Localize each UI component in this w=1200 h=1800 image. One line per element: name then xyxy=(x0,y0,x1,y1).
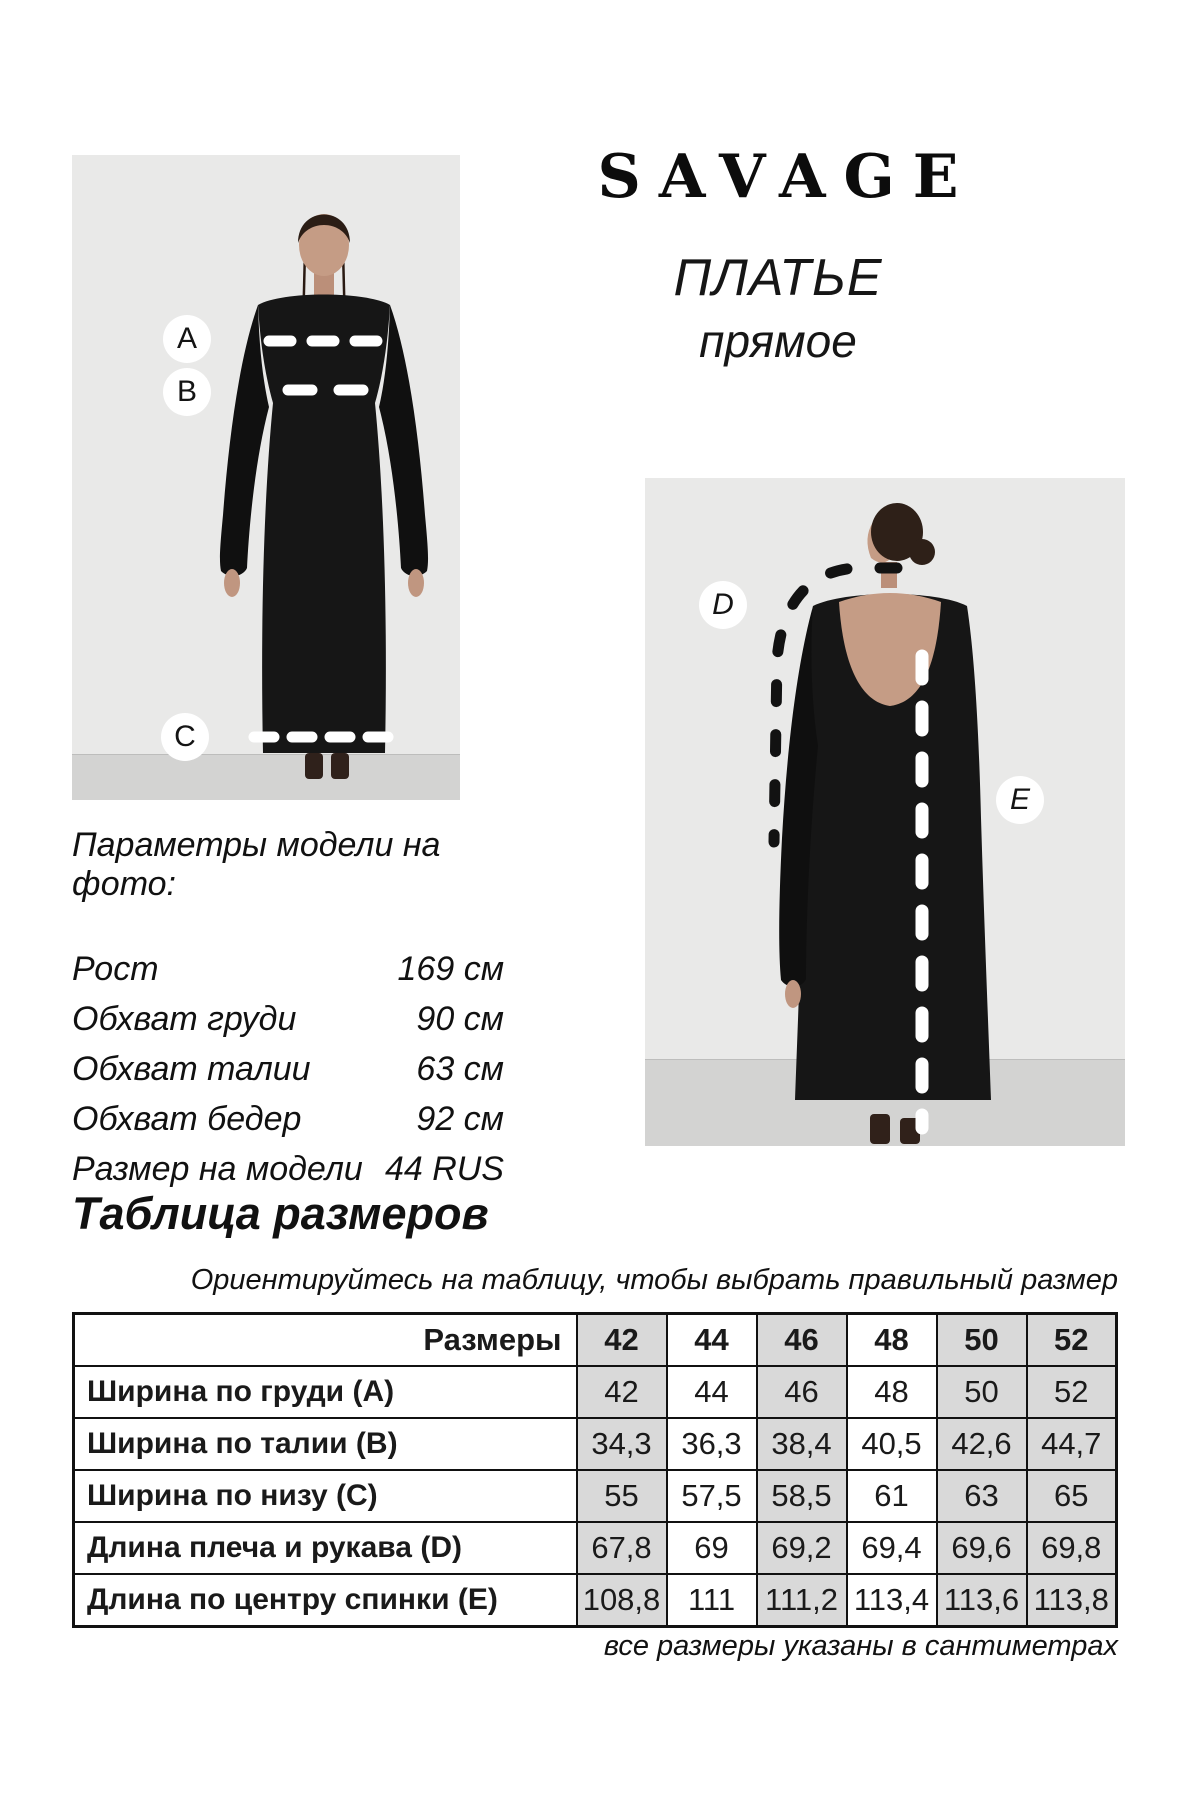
table-row xyxy=(74,1470,1117,1522)
row-label: Ширина по груди (A) xyxy=(74,1366,577,1418)
table-row xyxy=(74,1418,1117,1470)
param-row xyxy=(72,1100,504,1139)
size-column-header: 52 xyxy=(1027,1314,1117,1367)
marker-e xyxy=(996,776,1044,824)
param-row xyxy=(72,1000,504,1039)
marker-d-letter: D xyxy=(712,588,734,621)
size-column-header: 50 xyxy=(937,1314,1027,1367)
param-label: Обхват бедер xyxy=(72,1100,302,1138)
row-label: Длина по центру спинки (E) xyxy=(74,1574,577,1627)
row-label: Длина плеча и рукава (D) xyxy=(74,1522,577,1574)
front-model-illustration xyxy=(72,155,460,800)
cell: 42,6 xyxy=(937,1418,1027,1470)
cell: 34,3 xyxy=(577,1418,667,1470)
cell: 50 xyxy=(937,1366,1027,1418)
marker-e-letter: E xyxy=(1009,783,1030,816)
cell: 44,7 xyxy=(1027,1418,1117,1470)
cell: 52 xyxy=(1027,1366,1117,1418)
cell: 113,8 xyxy=(1027,1574,1117,1627)
size-table-subtitle: Ориентируйтесь на таблицу, чтобы выбрать правильный размер xyxy=(190,1264,1118,1296)
cell: 63 xyxy=(937,1470,1027,1522)
cell: 67,8 xyxy=(577,1522,667,1574)
cell: 69,6 xyxy=(937,1522,1027,1574)
cell: 44 xyxy=(667,1366,757,1418)
cell: 61 xyxy=(847,1470,937,1522)
model-params-heading: Параметры модели на фото: xyxy=(72,826,441,903)
title-block xyxy=(548,142,1008,368)
size-table-heading: Таблица размеров xyxy=(72,1188,489,1239)
row-label: Ширина по талии (B) xyxy=(74,1418,577,1470)
table-row xyxy=(74,1366,1117,1418)
cell: 65 xyxy=(1027,1470,1117,1522)
cell: 69,2 xyxy=(757,1522,847,1574)
cell: 113,6 xyxy=(937,1574,1027,1627)
param-label: Обхват талии xyxy=(72,1050,311,1088)
brand-logo: SAVAGE xyxy=(597,142,977,212)
param-label: Обхват груди xyxy=(72,1000,297,1038)
cell: 108,8 xyxy=(577,1574,667,1627)
cell: 40,5 xyxy=(847,1418,937,1470)
product-style: прямое xyxy=(699,315,857,367)
cell: 69 xyxy=(667,1522,757,1574)
param-row xyxy=(72,1050,504,1089)
cell: 55 xyxy=(577,1470,667,1522)
param-row xyxy=(72,1150,504,1189)
param-label: Размер на модели xyxy=(72,1150,363,1188)
marker-c xyxy=(161,713,209,761)
cell: 48 xyxy=(847,1366,937,1418)
table-row xyxy=(74,1574,1117,1627)
param-value: 63 см xyxy=(416,1050,504,1088)
size-column-header: 42 xyxy=(577,1314,667,1367)
back-model-illustration xyxy=(645,478,1125,1146)
table-header-row xyxy=(74,1314,1117,1367)
cell: 46 xyxy=(757,1366,847,1418)
marker-d xyxy=(699,581,747,629)
size-table xyxy=(72,1312,1118,1628)
model-params xyxy=(72,826,504,1200)
marker-a xyxy=(163,315,211,363)
marker-a-letter: A xyxy=(176,322,197,355)
marker-c-letter: C xyxy=(174,720,196,753)
cell: 58,5 xyxy=(757,1470,847,1522)
cell: 111,2 xyxy=(757,1574,847,1627)
param-value: 44 RUS xyxy=(384,1150,504,1188)
size-table-footnote: все размеры указаны в сантиметрах xyxy=(603,1630,1118,1662)
table-corner-label: Размеры xyxy=(74,1314,577,1367)
size-column-header: 48 xyxy=(847,1314,937,1367)
param-value: 169 см xyxy=(397,950,504,988)
param-row xyxy=(72,950,504,989)
back-photo xyxy=(645,478,1125,1146)
param-value: 90 см xyxy=(416,1000,504,1038)
size-column-header: 46 xyxy=(757,1314,847,1367)
cell: 111 xyxy=(667,1574,757,1627)
cell: 57,5 xyxy=(667,1470,757,1522)
marker-b-letter: B xyxy=(176,375,197,408)
row-label: Ширина по низу (C) xyxy=(74,1470,577,1522)
product-title: ПЛАТЬЕ xyxy=(673,249,883,307)
param-value: 92 см xyxy=(416,1100,504,1138)
cell: 69,4 xyxy=(847,1522,937,1574)
cell: 36,3 xyxy=(667,1418,757,1470)
marker-b xyxy=(163,368,211,416)
cell: 42 xyxy=(577,1366,667,1418)
param-label: Рост xyxy=(72,950,159,988)
table-row xyxy=(74,1522,1117,1574)
cell: 69,8 xyxy=(1027,1522,1117,1574)
size-column-header: 44 xyxy=(667,1314,757,1367)
cell: 38,4 xyxy=(757,1418,847,1470)
front-photo xyxy=(72,155,460,800)
cell: 113,4 xyxy=(847,1574,937,1627)
